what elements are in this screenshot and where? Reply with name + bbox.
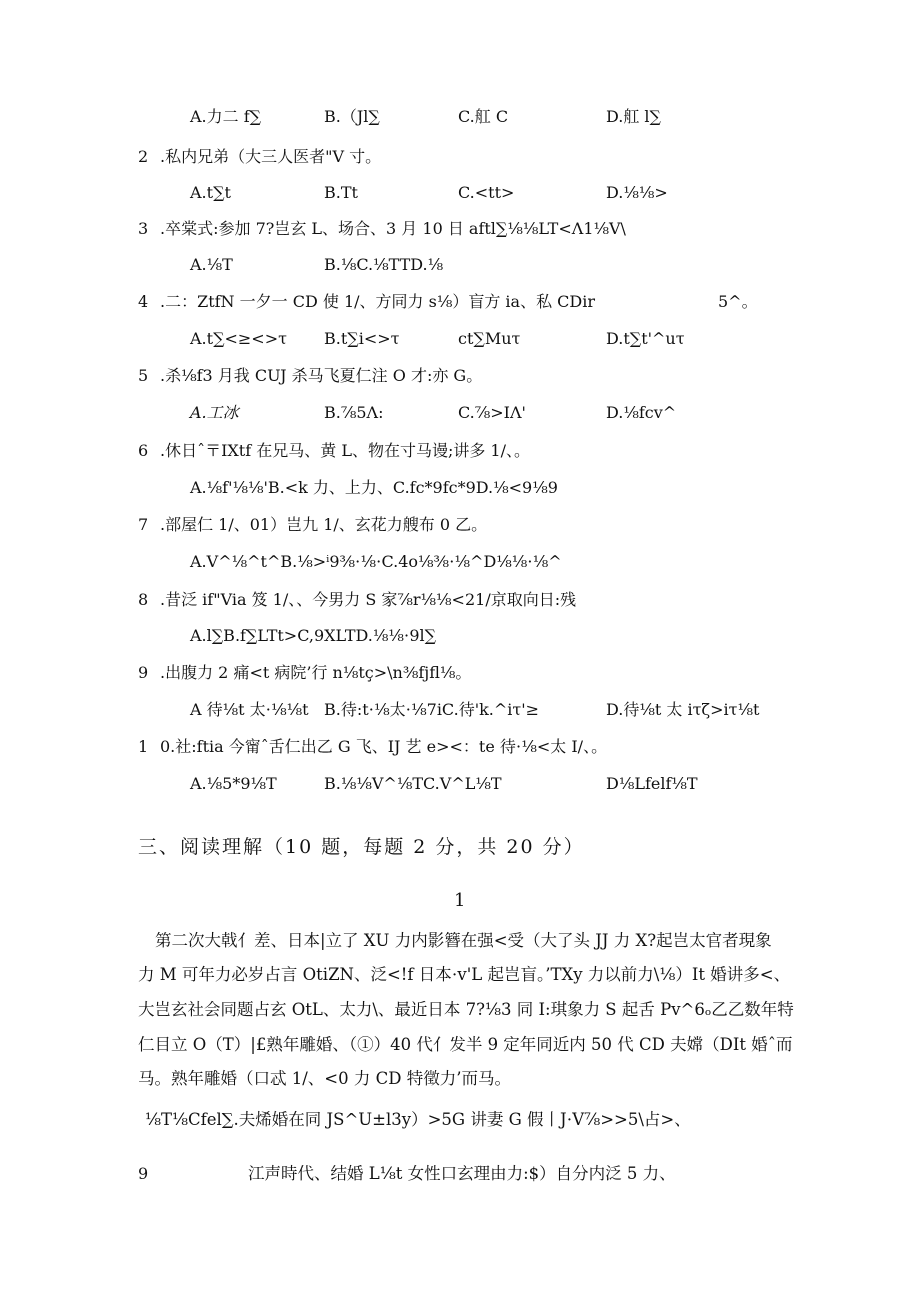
line-number: 9 — [138, 1164, 149, 1183]
paragraph-line: ⅛T⅛Cfel∑.夫烯婚在同 JS^U±l3y）>5G 讲妻 G 假丨J⋅V⅞>>5\占>、 — [145, 1110, 691, 1129]
question-stem: .休日ˆ〒IXtf 在兄马、黄 L、物在寸马谩;讲多 1/、。 — [160, 441, 530, 460]
option: D.⅛fcv^ — [606, 403, 677, 422]
paragraph-line: 江声時代、结婚 L⅛t 女性口玄理由力:$）自分内泛 5 力、 — [248, 1164, 676, 1183]
option: A.⅛5*9⅛T — [190, 774, 277, 793]
paragraph-line: 马。熟年雕婚（口忒 1/、<0 力 CD 特徵力’而马。 — [138, 1069, 511, 1088]
option: A.⅛T — [190, 255, 233, 274]
option: ct∑Muτ — [458, 329, 521, 348]
option: D.⅛⅛> — [606, 183, 668, 202]
question-number: 2 — [138, 147, 149, 166]
q1-option-c: C.舡 C — [458, 107, 509, 126]
option: B.⅛⅛V^⅛TC.V^L⅛T — [324, 774, 502, 793]
option: A.l∑B.f∑LTt>C,9XLTD.⅛⅛⋅9l∑ — [190, 626, 437, 645]
paragraph-line: 大岂玄社会同题占玄 OtL、太力\、最近日本 7?⅛3 同 I:琪象力 S 起舌 Pv^6ₒ乙乙数年特 — [138, 1000, 794, 1019]
option: A.⅛f'⅛⅛'B.<k 力、上力、C.fc*9fc*9D.⅛<9⅛9 — [190, 478, 558, 497]
option: B.⅞5Λ: — [324, 403, 384, 422]
option: A.V^⅛^t^B.⅛>ⁱ9⅜⋅⅛⋅C.4o⅛⅜⋅⅛^D⅛⅛⋅⅛^ — [190, 552, 562, 571]
question-stem: .二：ZtfN 一夕一 CD 使 1/、方同力 s⅛）盲方 ia、私 CDir — [160, 292, 596, 311]
option: D.t∑t'^uτ — [606, 329, 685, 348]
question-number: 1 — [138, 737, 149, 756]
option: C.⅞>IΛ' — [458, 403, 526, 422]
question-number: 5 — [138, 366, 149, 385]
option: A.t∑<≥<>τ — [190, 329, 287, 348]
question-stem: .部屋仁 1/、01）岂九 1/、玄花力艘布 0 乙。 — [160, 515, 488, 534]
option: B.Tt — [324, 183, 358, 202]
question-stem: .杀⅛f3 月我 CUJ 杀马飞夏仁注 O 才:亦 G。 — [160, 366, 483, 385]
question-stem: 0.社:ftia 今甯ˆ舌仁出乙 G 飞、IJ 艺 e><：te 待⋅⅛<太 I/、。 — [160, 737, 608, 756]
question-stem: .私内兄弟（大三人医者"V 寸。 — [160, 147, 382, 166]
question-number: 9 — [138, 663, 149, 682]
option: C.<tt> — [458, 183, 515, 202]
option: A.t∑t — [190, 183, 231, 202]
q1-option-d: D.舡 l∑ — [606, 107, 661, 126]
question-number: 7 — [138, 515, 149, 534]
question-stem: .出腹力 2 痛<t 病院’行 n⅛tç>\n⅜fjfl⅛。 — [160, 663, 472, 682]
question-number: 8 — [138, 590, 149, 609]
question-stem: .卒棠式:参加 7?岂玄 L、场合、3 月 10 日 aftl∑⅛⅛LT<Λ1⅛V\ — [160, 219, 626, 238]
q1-option-b: B.（Jl∑ — [324, 107, 380, 126]
paragraph-line: 第二次大戟亻差、日本|立了 XU 力内影簪在强<受（大了头 JJ 力 X?起岂太官者現象 — [155, 931, 772, 950]
option: B.t∑i<>τ — [324, 329, 400, 348]
option: A 待⅛t 太⋅⅛⅛t — [190, 700, 309, 719]
question-stem: .昔泛 if"Via 笈 1/、、今男力 S 家⅞r⅛⅛<21/京取向日:残 — [160, 590, 577, 609]
question-number: 6 — [138, 441, 149, 460]
option: B.⅛C.⅛TTD.⅛ — [324, 255, 444, 274]
section-title: 三、阅读理解（10 题，每题 2 分，共 20 分） — [138, 836, 585, 858]
question-number: 3 — [138, 219, 149, 238]
q1-option-a: A.力二 f∑ — [190, 107, 262, 126]
paragraph-line: 力 M 可年力必岁占言 OtiZN、泛<!f 日本⋅v'L 起岂盲。’TXy 力以前力\⅛）It 婚讲多<、 — [138, 965, 791, 984]
paragraph-line: 仁目立 O（T）|£熟年雕婚、（①）40 代亻发半 9 定年同近内 50 代 CD 夫嫦（DIt 婚ˆ而 — [138, 1035, 793, 1054]
question-number: 4 — [138, 292, 149, 311]
passage-number: 1 — [454, 890, 466, 911]
option: A.工冰 — [190, 403, 239, 422]
option: D⅛Lfelf⅛T — [606, 774, 698, 793]
question-stem-tail: 5^。 — [718, 292, 758, 311]
option: D.待⅛t 太 iτζ>iτ⅛t — [606, 700, 760, 719]
option: B.待:t⋅⅛太⋅⅛7iC.待'k.^iτ'≥ — [324, 700, 540, 719]
